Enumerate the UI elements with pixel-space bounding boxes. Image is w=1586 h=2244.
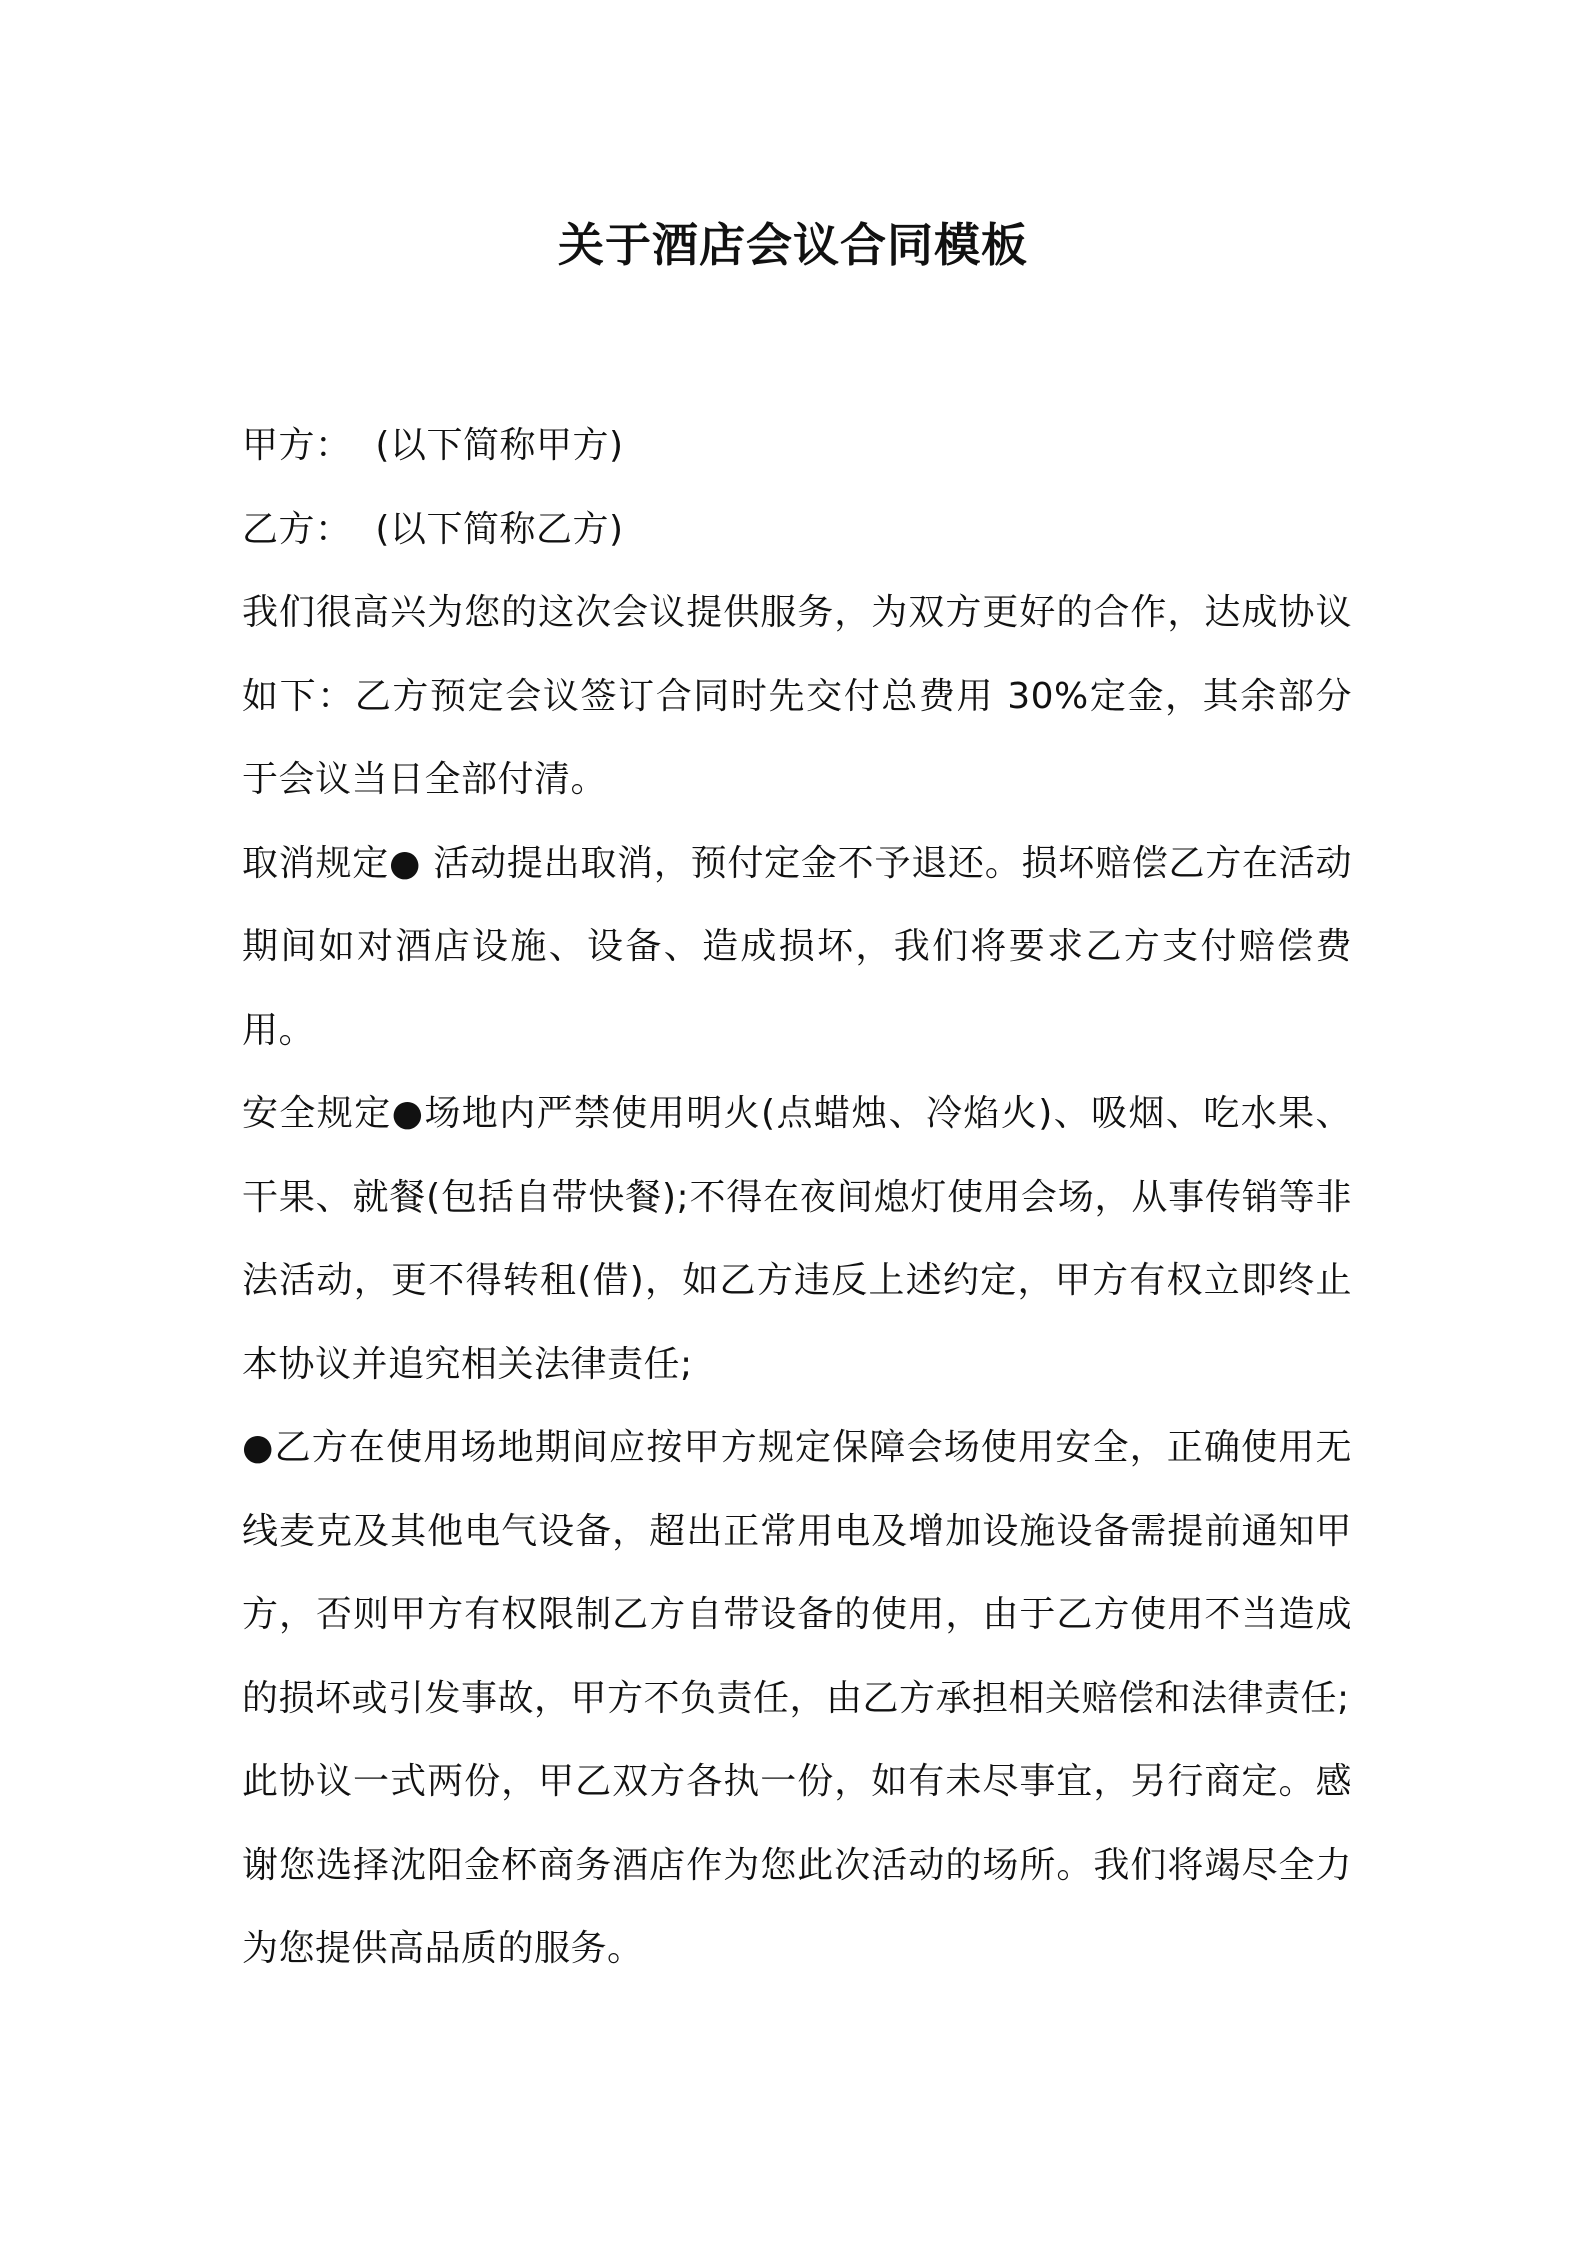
paragraph-safety-rules: 安全规定●场地内严禁使用明火(点蜡烛、冷焰火)、吸烟、吃水果、干果、就餐(包括自带快餐);不得在夜间熄灯使用会场，从事传销等非法活动，更不得转租(借)，如乙方违反上述约定，甲方有权立即终止本协议并追究相关法律责任; <box>242 1093 1352 1385</box>
party-b-line <box>242 488 1352 572</box>
paragraph-cancellation-policy: 取消规定● 活动提出取消，预付定金不予退还。损坏赔偿乙方在活动期间如对酒店设施、设备、造成损坏，我们将要求乙方支付赔偿费用。 <box>242 842 1352 1051</box>
party-a-note: (以下简称甲方) <box>375 425 624 466</box>
party-a-line <box>242 404 1352 488</box>
document-body <box>242 404 1352 1991</box>
party-a-label: 甲方： <box>242 425 352 466</box>
document-title: 关于酒店会议合同模板 <box>558 218 1028 272</box>
paragraph-equipment-safety: ●乙方在使用场地期间应按甲方规定保障会场使用安全，正确使用无线麦克及其他电气设备，超出正常用电及增加设施设备需提前通知甲方，否则甲方有权限制乙方自带设备的使用，由于乙方使用不当造成的损坏或引发事故，甲方不负责任，由乙方承担相关赔偿和法律责任; <box>242 1427 1352 1719</box>
party-b-label: 乙方： <box>242 508 352 550</box>
party-b-note: (以下简称乙方) <box>375 508 624 550</box>
paragraph-payment-terms: 我们很高兴为您的这次会议提供服务，为双方更好的合作，达成协议如下：乙方预定会议签订合同时先交付总费用 30%定金，其余部分于会议当日全部付清。 <box>242 592 1352 800</box>
paragraph-closing: 此协议一式两份，甲乙双方各执一份，如有未尽事宜，另行商定。感谢您选择沈阳金杯商务酒店作为您此次活动的场所。我们将竭尽全力为您提供高品质的服务。 <box>242 1761 1352 1969</box>
